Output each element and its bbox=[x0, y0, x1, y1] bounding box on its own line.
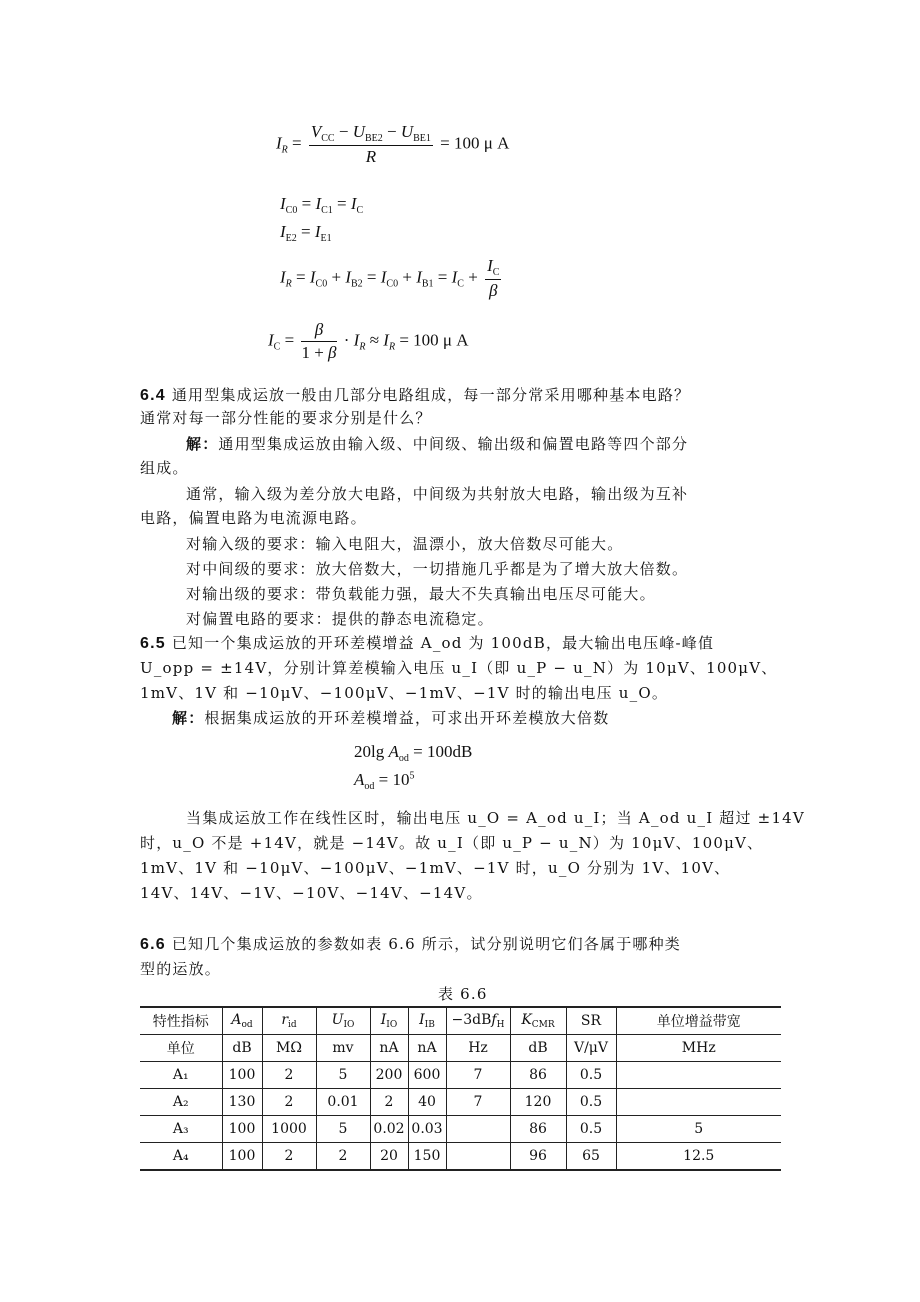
equation-gain-db: 20lg $A_{od} = 100dB$ bbox=[354, 742, 473, 764]
answer-6-4-line1: 解：通用型集成运放由输入级、中间级、输出级和偏置电路等四个部分 bbox=[186, 435, 689, 453]
table-cell: 7 bbox=[446, 1089, 510, 1116]
question-number: 6.6 bbox=[140, 936, 166, 953]
table-cell: 100 bbox=[222, 1116, 262, 1143]
table-cell: 86 bbox=[510, 1116, 566, 1143]
table-cell: 86 bbox=[510, 1062, 566, 1089]
table-cell: 100 bbox=[222, 1143, 262, 1171]
equation-ic-equal: $I_{C0} = I_{C1} = I_C$ bbox=[280, 194, 364, 216]
equation-ir-sum: $I_R = I_{C0} + I_{B2} = I_{C0} + I_{B1} = I_C$ + $\frac{I_C}{\beta}$ bbox=[280, 256, 500, 300]
header-cell-fh: −3dBf$_H$ bbox=[446, 1007, 510, 1035]
table-cell: A₄ bbox=[140, 1143, 222, 1171]
table-cell: 2 bbox=[262, 1062, 316, 1089]
table-cell: 2 bbox=[316, 1143, 370, 1171]
table-cell: 0.5 bbox=[566, 1089, 616, 1116]
table-cell: 0.5 bbox=[566, 1116, 616, 1143]
header-cell: 特性指标 bbox=[140, 1007, 222, 1035]
header-cell: SR bbox=[566, 1007, 616, 1035]
question-6-6-line1: 6.6 已知几个集成运放的参数如表 6.6 所示，试分别说明它们各属于哪种类 bbox=[140, 935, 682, 953]
equation-ie-equal: $I_{E2} = I_{E1}$ bbox=[280, 222, 332, 244]
unit-cell: MHz bbox=[616, 1035, 781, 1062]
answer-6-5-p-line4: 14V、14V、−1V、−10V、−14V、−14V。 bbox=[140, 884, 483, 902]
equation-gain-value: $A_{od} = 10^5$ bbox=[354, 770, 415, 792]
table-cell: 2 bbox=[262, 1143, 316, 1171]
parameter-table bbox=[140, 1006, 781, 1171]
header-cell-kcmr: $K_{CMR}$ bbox=[510, 1007, 566, 1035]
table-cell: 100 bbox=[222, 1062, 262, 1089]
table-cell: 600 bbox=[408, 1062, 446, 1089]
question-6-6-line2: 型的运放。 bbox=[140, 960, 222, 978]
table-row bbox=[140, 1062, 781, 1089]
table-row bbox=[140, 1116, 781, 1143]
table-cell: 0.01 bbox=[316, 1089, 370, 1116]
unit-cell: mv bbox=[316, 1035, 370, 1062]
answer-6-5-p-line3: 1mV、1V 和 −10μV、−100μV、−1mV、−1V 时，u_O 分别为 1V、10V、 bbox=[140, 859, 731, 877]
table-cell: 5 bbox=[316, 1116, 370, 1143]
table-cell: 5 bbox=[616, 1116, 781, 1143]
table-cell bbox=[446, 1116, 510, 1143]
table-cell: A₁ bbox=[140, 1062, 222, 1089]
header-cell-aod: $A_{od}$ bbox=[222, 1007, 262, 1035]
requirement-bias: 对偏置电路的要求：提供的静态电流稳定。 bbox=[186, 610, 494, 628]
question-number: 6.4 bbox=[140, 387, 166, 404]
table-cell: 130 bbox=[222, 1089, 262, 1116]
question-6-4-line1: 6.4 通用型集成运放一般由几部分电路组成，每一部分常采用哪种基本电路？ bbox=[140, 386, 691, 404]
question-number: 6.5 bbox=[140, 635, 166, 652]
answer-6-4-p2-line1: 通常，输入级为差分放大电路，中间级为共射放大电路，输出级为互补 bbox=[186, 485, 689, 503]
answer-6-4-p2-line2: 电路，偏置电路为电流源电路。 bbox=[140, 509, 367, 527]
table-cell: 2 bbox=[370, 1089, 408, 1116]
table-cell: 0.02 bbox=[370, 1116, 408, 1143]
table-cell: 40 bbox=[408, 1089, 446, 1116]
unit-cell: nA bbox=[370, 1035, 408, 1062]
requirement-output: 对输出级的要求：带负载能力强，最大不失真输出电压尽可能大。 bbox=[186, 585, 656, 603]
requirement-input: 对输入级的要求：输入电阻大，温漂小，放大倍数尽可能大。 bbox=[186, 535, 624, 553]
answer-6-4-line2: 组成。 bbox=[140, 459, 189, 477]
unit-cell: dB bbox=[222, 1035, 262, 1062]
table-cell: 120 bbox=[510, 1089, 566, 1116]
unit-cell: V/μV bbox=[566, 1035, 616, 1062]
table-cell: 12.5 bbox=[616, 1143, 781, 1171]
unit-cell: nA bbox=[408, 1035, 446, 1062]
table-units-row bbox=[140, 1035, 781, 1062]
table-header-row bbox=[140, 1007, 781, 1035]
table-cell bbox=[446, 1143, 510, 1171]
answer-6-5-intro: 解：根据集成运放的开环差模增益，可求出开环差模放大倍数 bbox=[172, 709, 610, 727]
equation-ir: $I_R$ = $\frac{V_{CC} - U_{BE2} - U_{BE1}}{R}$ = 100 μ A bbox=[276, 122, 510, 166]
table-cell: 96 bbox=[510, 1143, 566, 1171]
question-6-5-line1: 6.5 已知一个集成运放的开环差模增益 A_od 为 100dB，最大输出电压峰-峰值 bbox=[140, 634, 715, 652]
requirement-middle: 对中间级的要求：放大倍数大，一切措施几乎都是为了增大放大倍数。 bbox=[186, 560, 689, 578]
table-row bbox=[140, 1143, 781, 1171]
table-cell: 200 bbox=[370, 1062, 408, 1089]
table-cell: 0.5 bbox=[566, 1062, 616, 1089]
unit-cell: Hz bbox=[446, 1035, 510, 1062]
table-cell bbox=[616, 1062, 781, 1089]
question-6-5-line3: 1mV、1V 和 −10μV、−100μV、−1mV、−1V 时的输出电压 u_O。 bbox=[140, 684, 669, 702]
table-cell: 2 bbox=[262, 1089, 316, 1116]
table-cell: 150 bbox=[408, 1143, 446, 1171]
table-cell: 65 bbox=[566, 1143, 616, 1171]
header-cell-iib: $I_{IB}$ bbox=[408, 1007, 446, 1035]
unit-cell: 单位 bbox=[140, 1035, 222, 1062]
question-6-5-line2: U_opp = ±14V，分别计算差模输入电压 u_I（即 u_P − u_N）为 10μV、100μV、 bbox=[140, 659, 778, 677]
table-cell: A₂ bbox=[140, 1089, 222, 1116]
table-row bbox=[140, 1089, 781, 1116]
header-cell: 单位增益带宽 bbox=[616, 1007, 781, 1035]
header-cell-uio: $U_{IO}$ bbox=[316, 1007, 370, 1035]
header-cell-rid: $r_{id}$ bbox=[262, 1007, 316, 1035]
question-6-4-line2: 通常对每一部分性能的要求分别是什么？ bbox=[140, 409, 432, 427]
answer-6-5-p-line1: 当集成运放工作在线性区时，输出电压 u_O = A_od u_I；当 A_od u_I 超过 ±14V bbox=[186, 809, 805, 827]
table-cell: 20 bbox=[370, 1143, 408, 1171]
table-cell: 7 bbox=[446, 1062, 510, 1089]
table-cell: A₃ bbox=[140, 1116, 222, 1143]
table-caption: 表 6.6 bbox=[438, 985, 488, 1003]
table-cell: 5 bbox=[316, 1062, 370, 1089]
unit-cell: MΩ bbox=[262, 1035, 316, 1062]
header-cell-iio: $I_{IO}$ bbox=[370, 1007, 408, 1035]
table-cell bbox=[616, 1089, 781, 1116]
equation-ic-result: $I_C$ = $\frac{\beta}{1 + \beta}$ · $I_R \approx I_R = 100$ μ A bbox=[268, 320, 469, 362]
table-cell: 0.03 bbox=[408, 1116, 446, 1143]
answer-6-5-p-line2: 时，u_O 不是 +14V，就是 −14V。故 u_I（即 u_P − u_N）为 10μV、100μV、 bbox=[140, 834, 764, 852]
unit-cell: dB bbox=[510, 1035, 566, 1062]
table-cell: 1000 bbox=[262, 1116, 316, 1143]
